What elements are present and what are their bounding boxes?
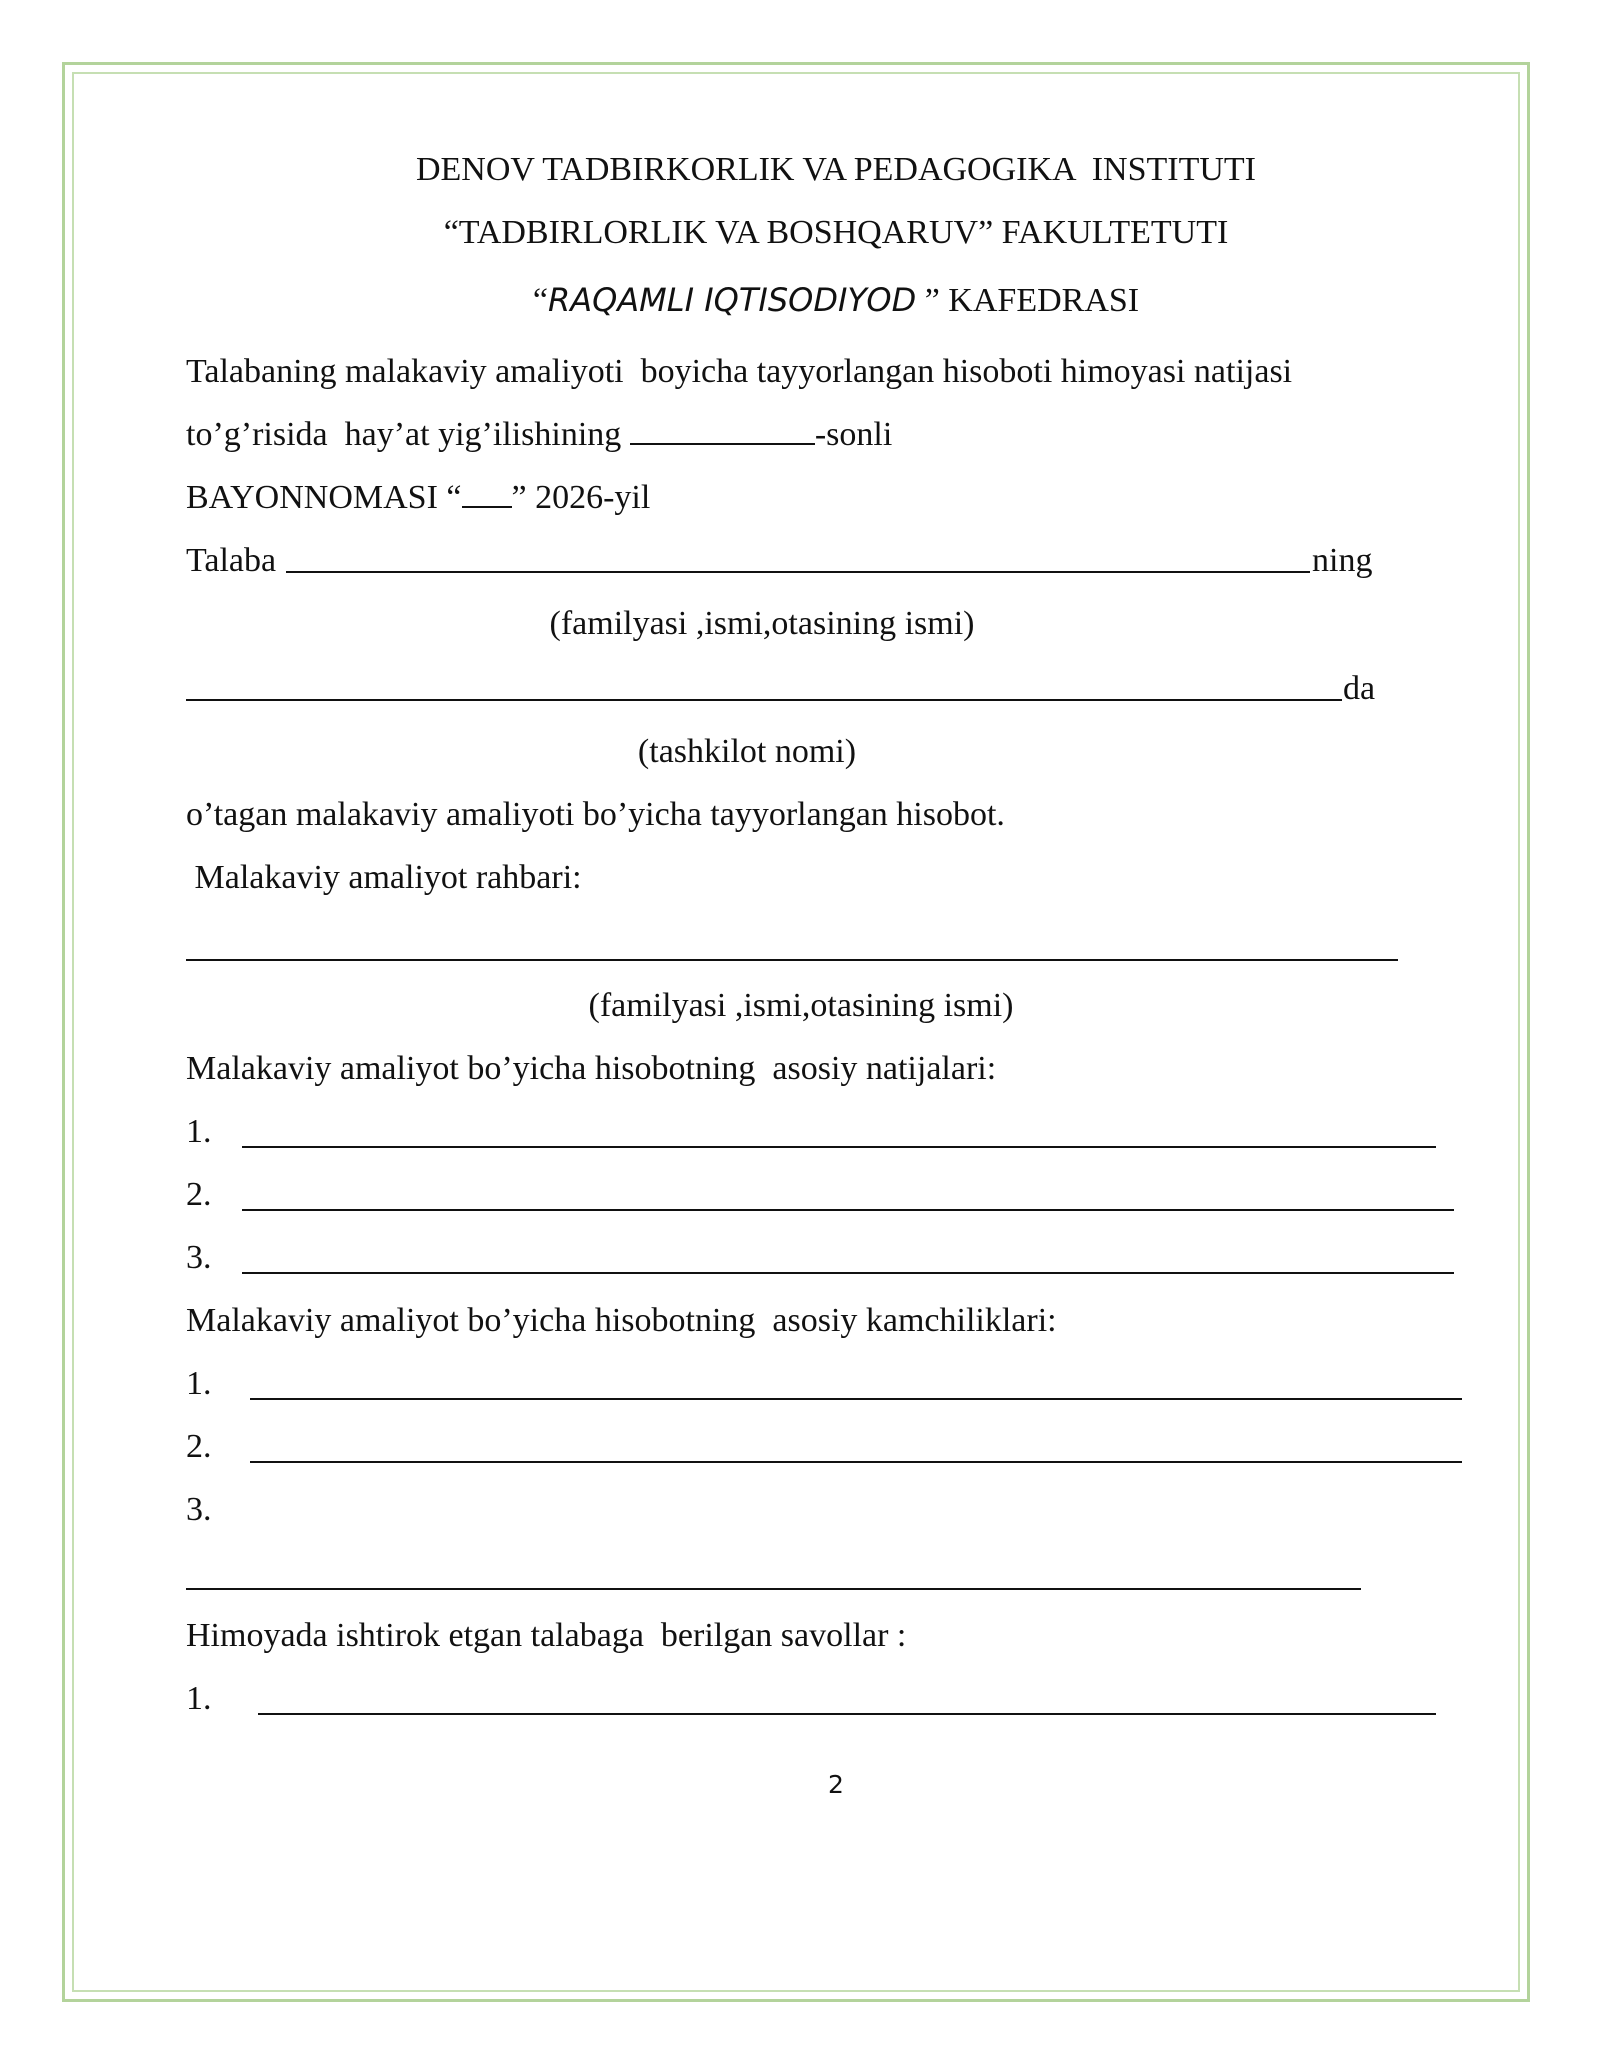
results-item-3-blank[interactable] (242, 1272, 1454, 1274)
organization-blank[interactable] (186, 699, 1342, 701)
results-item-3-number: 3. (186, 1239, 212, 1276)
protocol-number-blank[interactable] (630, 415, 815, 445)
shortcomings-item-1-number: 1. (186, 1365, 212, 1402)
intro-line-3-suffix: ” 2026-yil (511, 479, 651, 516)
student-name-hint: (familyasi ,ismi,otasining ismi) (549, 605, 975, 642)
organization-hint: (tashkilot nomi) (637, 733, 857, 770)
supervisor-name-blank[interactable] (186, 959, 1398, 961)
shortcomings-item-2-number: 2. (186, 1428, 212, 1465)
results-heading: Malakaviy amaliyot bo’yicha hisobotning asosiy natijalari: (186, 1050, 997, 1087)
intro-line-2-suffix: -sonli (814, 416, 893, 453)
supervisor-name-hint: (familyasi ,ismi,otasining ismi) (588, 987, 1014, 1024)
intro-line-1: Talabaning malakaviy amaliyoti boyicha tayyorlangan hisoboti himoyasi natijasi (186, 353, 1293, 390)
shortcomings-item-3-number: 3. (186, 1491, 212, 1528)
questions-item-1-blank[interactable] (258, 1713, 1436, 1715)
department-open-quote: “ (532, 282, 548, 319)
shortcomings-item-3-blank[interactable] (186, 1588, 1361, 1590)
questions-item-1-number: 1. (186, 1680, 212, 1717)
student-prefix: Talaba (186, 542, 277, 579)
shortcomings-item-2-blank[interactable] (250, 1461, 1462, 1463)
faculty-title: “TADBIRLORLIK VA BOSHQARUV” FAKULTETUTI (443, 214, 1229, 251)
results-item-2-number: 2. (186, 1176, 212, 1213)
institute-title: DENOV TADBIRKORLIK VA PEDAGOGIKA INSTITUTI (415, 151, 1257, 188)
intro-line-3 (186, 478, 650, 518)
intro-line-2 (186, 415, 892, 455)
intro-line-3-prefix: BAYONNOMASI “ (186, 479, 462, 516)
date-day-blank[interactable] (462, 478, 512, 508)
organization-suffix: da (1343, 670, 1376, 707)
page-number: 2 (828, 1770, 844, 1799)
department-title (186, 280, 1486, 321)
results-item-1-blank[interactable] (242, 1146, 1436, 1148)
student-name-blank[interactable] (286, 571, 1310, 573)
shortcomings-heading: Malakaviy amaliyot bo’yicha hisobotning asosiy kamchiliklari: (186, 1302, 1057, 1339)
questions-heading: Himoyada ishtirok etgan talabaga berilgan savollar : (186, 1617, 907, 1654)
results-item-2-blank[interactable] (242, 1209, 1454, 1211)
supervisor-label: Malakaviy amaliyot rahbari: (186, 859, 582, 896)
department-name: RAQAMLI IQTISODIYOD (547, 281, 917, 319)
results-item-1-number: 1. (186, 1113, 212, 1150)
report-line: o’tagan malakaviy amaliyoti bo’yicha tayyorlangan hisobot. (186, 796, 1005, 833)
intro-line-2-prefix: to’g’risida hay’at yig’ilishining (186, 416, 630, 453)
shortcomings-item-1-blank[interactable] (250, 1398, 1462, 1400)
student-suffix: ning (1312, 542, 1373, 579)
department-suffix: ” KAFEDRASI (916, 282, 1140, 319)
